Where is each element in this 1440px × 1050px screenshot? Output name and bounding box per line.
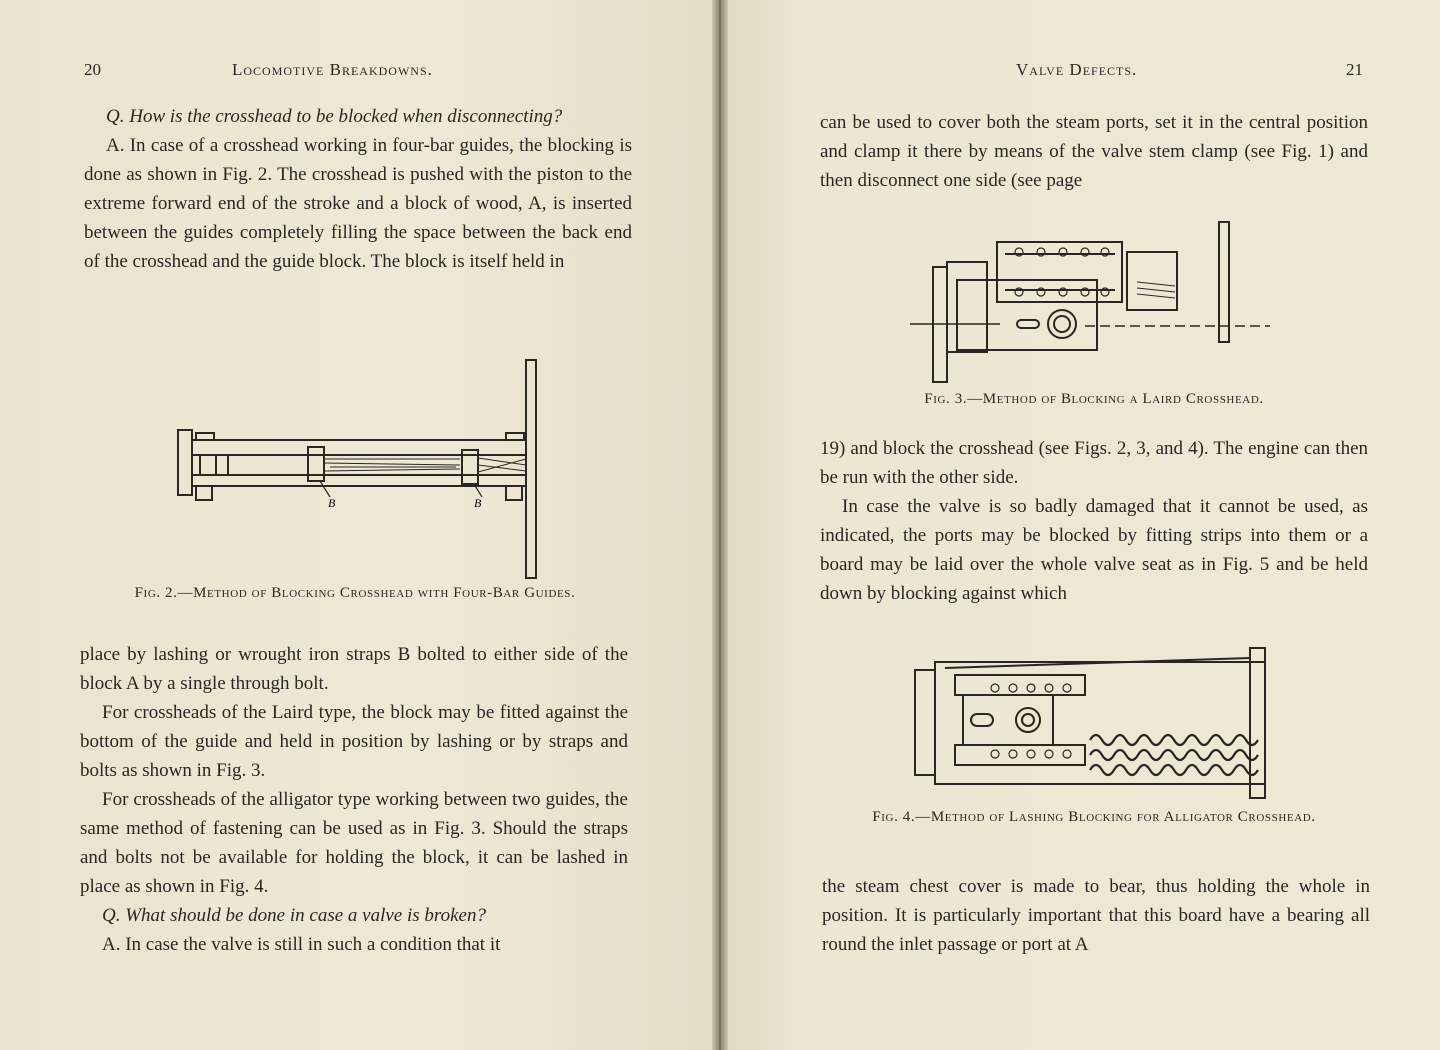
figure-3-block-hatching [1137, 282, 1175, 298]
figure-3-centerline [910, 324, 1270, 326]
figure-4-drawing [905, 640, 1285, 805]
figure-4-caption: Fig. 4.—Method of Lashing Blocking for Alligator Crosshead. [872, 809, 1316, 825]
answer-valve: A. In case the valve is still in such a condition that it [102, 934, 501, 955]
right-text-block-2 [820, 434, 1368, 608]
book-gutter [712, 0, 728, 1050]
question-valve: Q. What should be done in case a valve is broken? [102, 905, 486, 926]
paragraph-steam-ports: can be used to cover both the steam ports, set it in the central position and clamp it there by means of the valve stem clamp (see Fig. 1) and then disconnect one side (see page [820, 112, 1368, 191]
right-text-block-3 [822, 872, 1370, 959]
figure-3-caption: Fig. 3.—Method of Blocking a Laird Crosshead. [924, 391, 1264, 407]
left-running-head: Locomotive Breakdowns. [232, 60, 433, 79]
answer-crosshead: A. In case of a crosshead working in four-bar guides, the blocking is done as shown in Fig. 2. The crosshead is pushed with the piston to the extreme forward end of the stroke and a block of wood, A, is inserted between the guides completely filling the space between the back end of the crosshead and the guide block. The block is itself held in [84, 135, 632, 272]
right-text-block-1 [820, 108, 1368, 195]
left-text-block-2 [80, 640, 628, 959]
figure-3-bolts [1015, 248, 1109, 296]
paragraph-block-crosshead: 19) and block the crosshead (see Figs. 2, 3, and 4). The engine can then be run with the other side. [820, 438, 1368, 488]
paragraph-laird: For crossheads of the Laird type, the block may be fitted against the bottom of the guide and held in position by lashing or by straps and bolts as shown in Fig. 3. [80, 702, 628, 781]
right-running-head: Valve Defects. [1016, 60, 1138, 79]
left-page-number: 20 [84, 60, 101, 79]
paragraph-damaged-valve: In case the valve is so badly damaged that it cannot be used, as indicated, the ports may be blocked by fitting strips into them or a board may be laid over the whole valve seat as in Fig. 5 and be held down by blocking against which [820, 496, 1368, 604]
paragraph-alligator: For crossheads of the alligator type working between two guides, the same method of fastening can be used as in Fig. 3. Should the straps and bolts not be available for holding the block, it can be lashed in place as shown in Fig. 4. [80, 789, 628, 897]
figure-2-caption: Fig. 2.—Method of Blocking Crosshead with Four-Bar Guides. [134, 585, 576, 601]
figure-2-drawing [170, 355, 550, 585]
guide-block [526, 360, 536, 578]
right-page-number: 21 [1346, 60, 1363, 79]
question-crosshead: Q. How is the crosshead to be blocked when disconnecting? [106, 106, 563, 127]
figure-2-label-b-2: B [474, 496, 482, 510]
figure-3-drawing [905, 212, 1275, 387]
figure-2-label-b-1: B [328, 496, 336, 510]
paragraph-lashing: place by lashing or wrought iron straps B bolted to either side of the block A by a single through bolt. [80, 644, 628, 694]
figure-4-lashing-rope [1090, 735, 1258, 775]
paragraph-steam-chest: the steam chest cover is made to bear, thus holding the whole in position. It is particularly important that this board have a bearing all round the inlet passage or port at A [822, 876, 1370, 955]
left-text-block-1 [84, 102, 632, 276]
wood-block-hatching [324, 458, 526, 472]
